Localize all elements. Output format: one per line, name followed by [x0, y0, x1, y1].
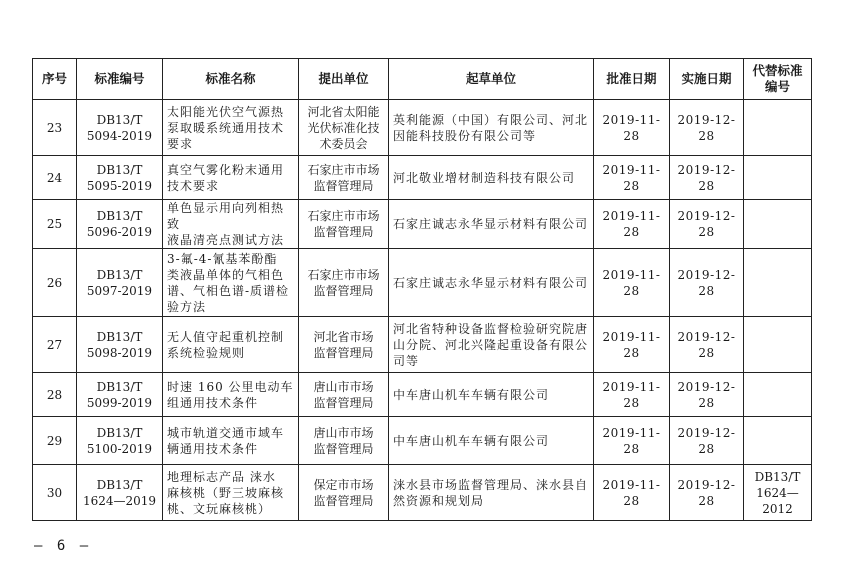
cell-drafter-line: 河北省特种设备监督检验研究院唐	[393, 321, 589, 336]
cell-name	[163, 100, 299, 156]
cell-drafter-line: 中车唐山机车车辆有限公司	[393, 387, 550, 402]
cell-name-line: 谱、气相色谱-质谱检	[167, 283, 290, 298]
cell-proposer	[299, 417, 389, 465]
cell-implement-date: 2019-12-28	[670, 100, 744, 156]
cell-drafter-line: 中车唐山机车车辆有限公司	[393, 433, 550, 448]
cell-drafter-line: 石家庄诚志永华显示材料有限公司	[393, 275, 589, 290]
cell-no: 27	[33, 317, 77, 373]
cell-proposer	[299, 373, 389, 417]
cell-code-line: 5097-2019	[86, 283, 153, 298]
cell-approve-date: 2019-11-28	[594, 249, 670, 317]
cell-name-line: 技术要求	[167, 178, 220, 193]
cell-proposer-line: 唐山市市场	[313, 379, 374, 394]
cell-name-line: 太阳能光伏空气源热	[167, 104, 285, 119]
header-replace: 代替标准编号	[744, 59, 812, 100]
table-row	[33, 417, 812, 465]
cell-replace	[744, 317, 812, 373]
cell-code-line: 5096-2019	[86, 225, 153, 239]
cell-no: 26	[33, 249, 77, 317]
cell-replace	[744, 156, 812, 200]
cell-no: 28	[33, 373, 77, 417]
cell-code-line: DB13/T	[96, 379, 143, 394]
cell-drafter	[389, 373, 594, 417]
cell-name-line: 要求	[167, 136, 194, 151]
cell-code	[77, 200, 163, 249]
cell-code	[77, 373, 163, 417]
cell-name	[163, 156, 299, 200]
cell-name	[163, 465, 299, 521]
cell-proposer-line: 石家庄市市场	[307, 267, 380, 282]
cell-replace	[744, 373, 812, 417]
cell-code-line: DB13/T	[96, 112, 143, 127]
cell-code-line: DB13/T	[96, 267, 143, 282]
cell-implement-date: 2019-12-28	[670, 465, 744, 521]
cell-proposer-line: 光伏标准化技	[307, 120, 380, 135]
cell-drafter	[389, 100, 594, 156]
cell-implement-date: 2019-12-28	[670, 249, 744, 317]
cell-replace	[744, 249, 812, 317]
cell-code	[77, 417, 163, 465]
cell-name-line: 泵取暖系统通用技术	[167, 120, 285, 135]
cell-no: 24	[33, 156, 77, 200]
cell-drafter-line: 石家庄诚志永华显示材料有限公司	[393, 217, 589, 231]
cell-code-line: DB13/T	[96, 477, 143, 492]
cell-proposer-line: 河北省市场	[313, 329, 374, 344]
cell-name-line: 时速 160 公里电动车	[167, 379, 294, 394]
cell-code	[77, 317, 163, 373]
cell-proposer	[299, 317, 389, 373]
cell-proposer	[299, 200, 389, 249]
cell-proposer-line: 监督管理局	[313, 225, 374, 239]
cell-drafter	[389, 465, 594, 521]
cell-code-line: 1624—2019	[82, 493, 157, 508]
table-row	[33, 249, 812, 317]
cell-drafter-line: 因能科技股份有限公司等	[393, 128, 537, 143]
cell-drafter	[389, 200, 594, 249]
cell-code-line: 5100-2019	[86, 441, 153, 456]
table-row	[33, 200, 812, 249]
cell-replace-line: DB13/T	[754, 469, 801, 484]
cell-approve-date: 2019-11-28	[594, 417, 670, 465]
cell-implement-date: 2019-12-28	[670, 417, 744, 465]
cell-drafter	[389, 317, 594, 373]
cell-drafter-line: 河北敬业增材制造科技有限公司	[393, 170, 576, 185]
cell-drafter-line: 涞水县市场监督管理局、涞水县自	[393, 477, 589, 492]
table-header-row	[33, 59, 812, 100]
cell-code-line: 5099-2019	[86, 395, 153, 410]
cell-name-line: 城市轨道交通市域车	[167, 425, 285, 440]
cell-proposer-line: 监督管理局	[313, 178, 374, 193]
cell-code-line: DB13/T	[96, 329, 143, 344]
cell-replace-line: 2012	[762, 501, 793, 516]
cell-proposer	[299, 156, 389, 200]
cell-code-line: 5094-2019	[86, 128, 153, 143]
table-row	[33, 156, 812, 200]
cell-implement-date: 2019-12-28	[670, 373, 744, 417]
cell-code-line: DB13/T	[96, 162, 143, 177]
cell-name-line: 液晶清亮点测试方法	[167, 233, 285, 247]
cell-code-line: 5098-2019	[86, 345, 153, 360]
cell-name	[163, 417, 299, 465]
cell-no: 29	[33, 417, 77, 465]
cell-drafter-line: 英利能源（中国）有限公司、河北	[393, 112, 589, 127]
cell-name-line: 辆通用技术条件	[167, 441, 259, 456]
cell-drafter	[389, 417, 594, 465]
cell-code-line: DB13/T	[96, 425, 143, 440]
cell-replace	[744, 200, 812, 249]
cell-code	[77, 465, 163, 521]
cell-drafter-line: 山分院、河北兴隆起重设备有限公	[393, 337, 589, 352]
cell-replace	[744, 100, 812, 156]
cell-approve-date: 2019-11-28	[594, 100, 670, 156]
cell-proposer-line: 石家庄市市场	[307, 162, 380, 177]
cell-proposer-line: 监督管理局	[313, 395, 374, 410]
cell-proposer	[299, 249, 389, 317]
header-proposer: 提出单位	[299, 59, 389, 100]
cell-no: 30	[33, 465, 77, 521]
cell-name-line: 组通用技术条件	[167, 395, 259, 410]
page-number: – 6 –	[34, 538, 92, 554]
cell-proposer	[299, 100, 389, 156]
cell-name	[163, 373, 299, 417]
cell-proposer-line: 监督管理局	[313, 493, 374, 508]
cell-implement-date: 2019-12-28	[670, 317, 744, 373]
cell-name-line: 单色显示用向列相热致	[167, 201, 285, 231]
cell-name-line: 桃、文玩麻核桃）	[167, 501, 272, 516]
standards-table	[32, 58, 812, 521]
table-row	[33, 100, 812, 156]
cell-proposer-line: 石家庄市市场	[307, 209, 380, 223]
cell-name	[163, 200, 299, 249]
cell-approve-date: 2019-11-28	[594, 465, 670, 521]
cell-code-line: 5095-2019	[86, 178, 153, 193]
cell-replace	[744, 417, 812, 465]
header-approve-date: 批准日期	[594, 59, 670, 100]
cell-no: 25	[33, 200, 77, 249]
cell-name-line: 地理标志产品 涞水	[167, 469, 276, 484]
cell-name	[163, 317, 299, 373]
cell-drafter	[389, 156, 594, 200]
cell-name-line: 真空气雾化粉末通用	[167, 162, 285, 177]
header-no: 序号	[33, 59, 77, 100]
cell-code	[77, 100, 163, 156]
cell-name-line: 验方法	[167, 299, 207, 314]
cell-implement-date: 2019-12-28	[670, 200, 744, 249]
cell-proposer-line: 监督管理局	[313, 283, 374, 298]
cell-drafter	[389, 249, 594, 317]
cell-proposer-line: 术委员会	[319, 136, 368, 151]
cell-proposer-line: 保定市市场	[313, 477, 374, 492]
cell-approve-date: 2019-11-28	[594, 317, 670, 373]
cell-proposer-line: 监督管理局	[313, 345, 374, 360]
cell-proposer-line: 唐山市市场	[313, 425, 374, 440]
cell-no: 23	[33, 100, 77, 156]
cell-replace-line: 1624—	[756, 485, 799, 500]
table-row	[33, 373, 812, 417]
cell-approve-date: 2019-11-28	[594, 373, 670, 417]
cell-approve-date: 2019-11-28	[594, 200, 670, 249]
cell-code	[77, 156, 163, 200]
cell-proposer-line: 监督管理局	[313, 441, 374, 456]
cell-drafter-line: 然资源和规划局	[393, 493, 485, 508]
table-row	[33, 317, 812, 373]
header-drafter: 起草单位	[389, 59, 594, 100]
cell-implement-date: 2019-12-28	[670, 156, 744, 200]
cell-code	[77, 249, 163, 317]
header-implement-date: 实施日期	[670, 59, 744, 100]
cell-replace	[744, 465, 812, 521]
cell-name-line: 麻核桃（野三坡麻核	[167, 485, 285, 500]
cell-proposer	[299, 465, 389, 521]
cell-name-line: 3-氟-4-氰基苯酚酯	[167, 251, 278, 266]
cell-name-line: 类液晶单体的气相色	[167, 267, 285, 282]
cell-code-line: DB13/T	[96, 209, 143, 223]
header-code: 标准编号	[77, 59, 163, 100]
cell-name	[163, 249, 299, 317]
header-name: 标准名称	[163, 59, 299, 100]
table-row	[33, 465, 812, 521]
cell-name-line: 系统检验规则	[167, 345, 246, 360]
cell-name-line: 无人值守起重机控制	[167, 329, 285, 344]
cell-drafter-line: 司等	[393, 353, 420, 368]
cell-approve-date: 2019-11-28	[594, 156, 670, 200]
cell-proposer-line: 河北省太阳能	[307, 104, 380, 119]
